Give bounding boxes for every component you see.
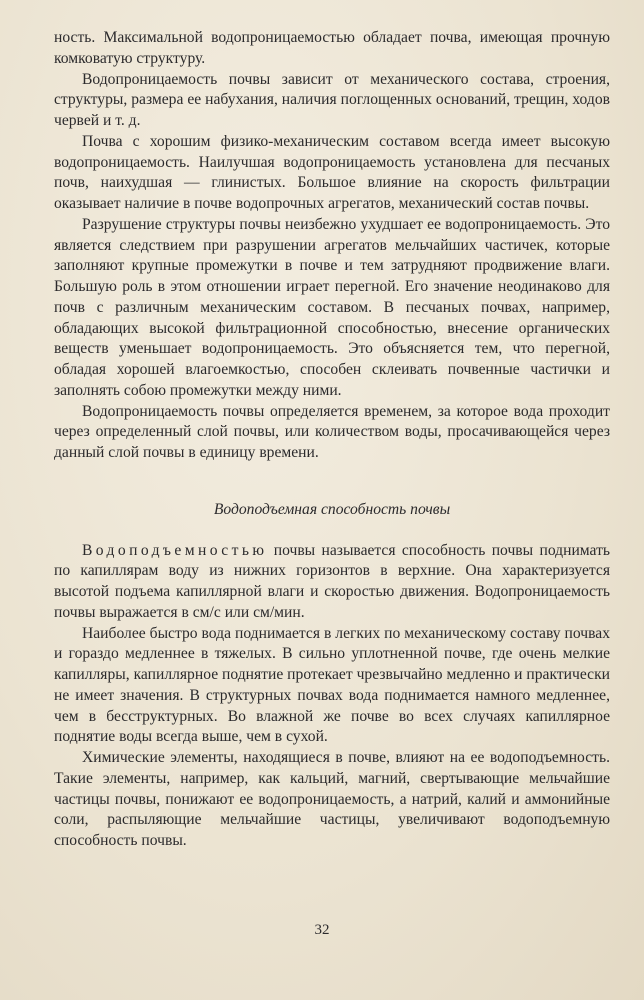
paragraph xyxy=(54,541,610,624)
paragraph-text: почвы называется способность почвы поднимать по капиллярам воду из нижних горизонтов в верхние. Она характеризуется высотой подъема капиллярной влаги и скоростью движения. Водопроницаемость почвы выражается в см/с или см/мин. xyxy=(54,541,610,621)
page-number: 32 xyxy=(314,922,330,938)
paragraph: ность. Максимальной водопроницаемостью обладает почва, имеющая прочную комковатую структуру. xyxy=(54,29,610,67)
page-body xyxy=(54,28,610,852)
paragraph: Наиболее быстро вода поднимается в легких по механическому составу почвах и гораздо медленнее в тяжелых. В сильно уплотненной почве, где очень мелкие капилляры, капиллярное поднятие протекает чрезвычайно медленно и практически не имеет значения. В структурных почвах вода поднимается намного медленнее, чем в бесструктурных. Во влажной же почве во всех случаях капиллярное поднятие воды всегда выше, чем в сухой. xyxy=(54,624,610,746)
paragraph: Разрушение структуры почвы неизбежно ухудшает ее водопроницаемость. Это является следствием при разрушении агрегатов мельчайших частичек, которые заполняют крупные промежутки в почве и тем затрудняют продвижение влаги. Большую роль в этом отношении играет перегной. Его значение неодинаково для почв с различным механическим составом. В песчаных почвах, например, обладающих высокой фильтрационной способностью, внесение органических веществ уменьшает водопроницаемость. Это объясняется тем, что перегной, обладая хорошей влагоемкостью, способен склеивать почвенные частички и заполнять собою промежутки между ними. xyxy=(54,215,610,399)
paragraph: Водопроницаемость почвы зависит от механического состава, строения, структуры, размера ее набухания, наличия поглощенных оснований, трещин, ходов червей и т. д. xyxy=(54,70,610,129)
paragraph: Водопроницаемость почвы определяется временем, за которое вода проходит через определенный слой почвы, или количеством воды, просачивающейся через данный слой почвы в единицу времени. xyxy=(54,402,610,461)
paragraph: Химические элементы, находящиеся в почве, влияют на ее водоподъемность. Такие элементы, например, как кальций, магний, свертывающие мельчайшие частицы почвы, понижают ее водопроницаемость, а натрий, калий и аммонийные соли, распыляющие мельчайшие частицы, увеличивают водоподъемную способность почвы. xyxy=(54,749,610,849)
defined-term: Водоподъемностью xyxy=(82,541,268,559)
paragraph: Почва с хорошим физико-механическим составом всегда имеет высокую водопроницаемость. Наилучшая водопроницаемость установлена для песчаных почв, наихудшая — глинистых. Большое влияние на скорость фильтрации оказывает наличие в почве водопрочных агрегатов, механический состав почвы. xyxy=(54,132,610,212)
section-heading: Водоподъемная способность почвы xyxy=(213,500,451,518)
